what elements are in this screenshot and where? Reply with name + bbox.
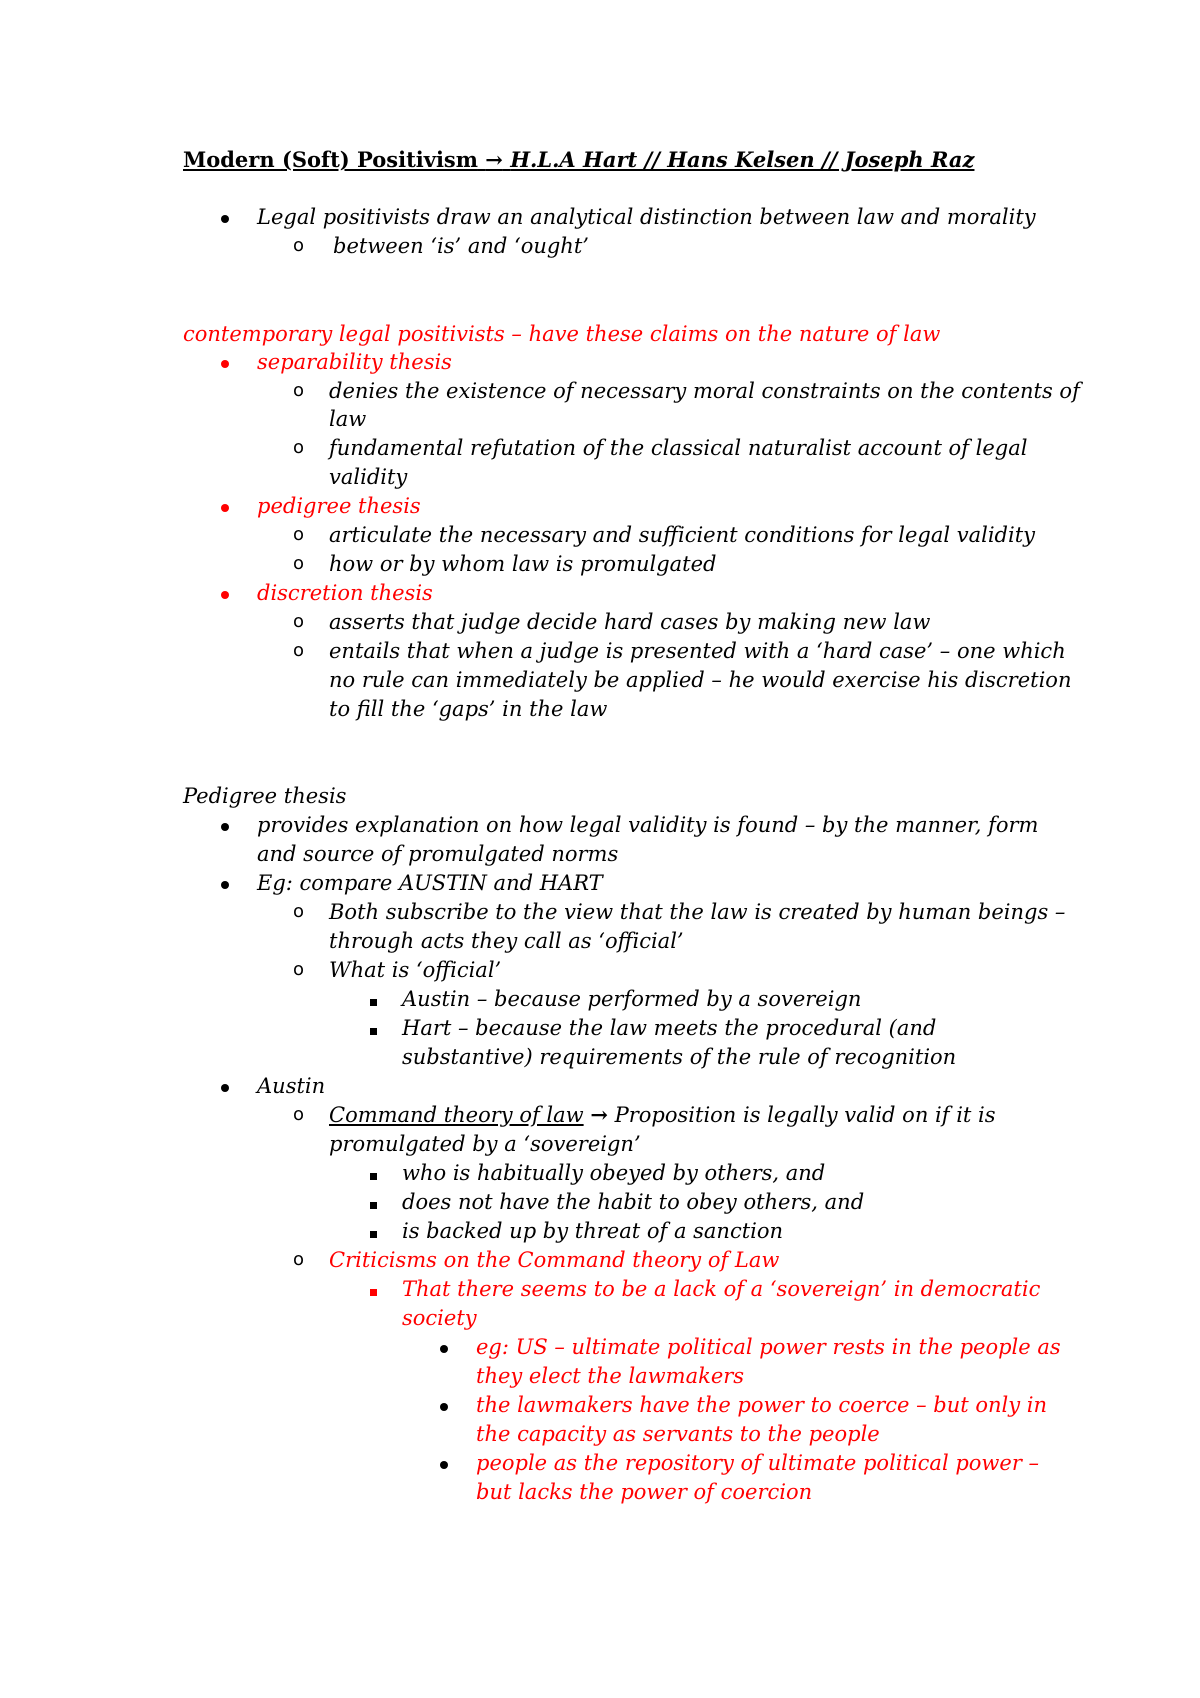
circle-bullet-icon: o (293, 380, 305, 401)
list-item-continued: promulgated by a ‘sovereign’ (329, 1132, 641, 1156)
list-item-continued: society (402, 1306, 477, 1330)
list-item: people as the repository of ultimate political power – (476, 1451, 1040, 1475)
circle-bullet-icon: o (293, 524, 305, 545)
list-item-continued: substantive) requirements of the rule of recognition (402, 1045, 957, 1069)
bullet-icon (221, 360, 229, 368)
list-item-continued: validity (329, 465, 408, 489)
list-item: articulate the necessary and sufficient conditions for legal validity (329, 523, 1036, 547)
list-item: who is habitually obeyed by others, and (402, 1161, 826, 1185)
list-item: does not have the habit to obey others, and (402, 1190, 865, 1214)
bullet-icon (221, 215, 229, 223)
list-item: Legal positivists draw an analytical distinction between law and morality (257, 205, 1036, 229)
square-bullet-icon (370, 1231, 377, 1238)
command-theory-text: Proposition is legally valid on if it is (614, 1103, 996, 1127)
list-item: Austin (257, 1074, 326, 1098)
list-item-continued: the capacity as servants to the people (476, 1422, 880, 1446)
bullet-icon (221, 823, 229, 831)
circle-bullet-icon: o (293, 553, 305, 574)
circle-bullet-icon: o (293, 611, 305, 632)
bullet-icon (221, 504, 229, 512)
list-item: between ‘is’ and ‘ought’ (333, 234, 589, 258)
list-item: fundamental refutation of the classical naturalist account of legal (329, 436, 1028, 460)
circle-bullet-icon: o (293, 235, 305, 256)
list-item: how or by whom law is promulgated (329, 552, 717, 576)
list-item: is backed up by threat of a sanction (402, 1219, 784, 1243)
right-arrow-icon: → (590, 1102, 608, 1127)
list-item: Austin – because performed by a sovereign (402, 987, 862, 1011)
document-title (183, 146, 974, 174)
list-item: Criticisms on the Command theory of Law (329, 1248, 780, 1272)
list-item: Eg: compare AUSTIN and HART (257, 871, 603, 895)
list-item-continued: to fill the ‘gaps’ in the law (329, 697, 608, 721)
list-item-continued: through acts they call as ‘official’ (329, 929, 684, 953)
bullet-icon (440, 1403, 448, 1411)
list-item: Hart – because the law meets the procedural (and (402, 1016, 937, 1040)
command-theory-term: Command theory of law (329, 1103, 584, 1127)
list-item: denies the existence of necessary moral constraints on the contents of (329, 379, 1080, 403)
square-bullet-icon (370, 999, 377, 1006)
list-item (329, 1101, 996, 1129)
list-item: That there seems to be a lack of a ‘sovereign’ in democratic (402, 1277, 1041, 1301)
circle-bullet-icon: o (293, 1249, 305, 1270)
list-item-continued: no rule can immediately be applied – he would exercise his discretion (329, 668, 1072, 692)
circle-bullet-icon: o (293, 959, 305, 980)
circle-bullet-icon: o (293, 640, 305, 661)
list-item: eg: US – ultimate political power rests in the people as (476, 1335, 1061, 1359)
circle-bullet-icon: o (293, 437, 305, 458)
list-item: the lawmakers have the power to coerce – but only in (476, 1393, 1048, 1417)
list-item: pedigree thesis (257, 494, 421, 518)
list-item: Both subscribe to the view that the law is created by human beings – (329, 900, 1066, 924)
title-part2: H.L.A Hart // Hans Kelsen // Joseph Raz (510, 147, 975, 172)
list-item: discretion thesis (257, 581, 433, 605)
square-bullet-icon (370, 1202, 377, 1209)
bullet-icon (440, 1461, 448, 1469)
list-item: provides explanation on how legal validity is found – by the manner, form (257, 813, 1039, 837)
list-item-continued: but lacks the power of coercion (476, 1480, 813, 1504)
circle-bullet-icon: o (293, 1104, 305, 1125)
list-item-continued: law (329, 407, 367, 431)
square-bullet-icon (370, 1173, 377, 1180)
list-item: separability thesis (257, 350, 452, 374)
list-item: entails that when a judge is presented with a ‘hard case’ – one which (329, 639, 1066, 663)
bullet-icon (221, 591, 229, 599)
section-heading: contemporary legal positivists – have these claims on the nature of law (183, 322, 941, 346)
list-item: What is ‘official’ (329, 958, 502, 982)
bullet-icon (221, 881, 229, 889)
list-item-continued: and source of promulgated norms (257, 842, 619, 866)
list-item-continued: they elect the lawmakers (476, 1364, 745, 1388)
bullet-icon (440, 1345, 448, 1353)
right-arrow-icon: → (485, 147, 503, 172)
bullet-icon (221, 1084, 229, 1092)
circle-bullet-icon: o (293, 901, 305, 922)
section-heading: Pedigree thesis (183, 784, 347, 808)
title-part1: Modern (Soft) Positivism (183, 147, 478, 172)
square-bullet-icon (370, 1289, 377, 1296)
square-bullet-icon (370, 1028, 377, 1035)
list-item: asserts that judge decide hard cases by making new law (329, 610, 931, 634)
